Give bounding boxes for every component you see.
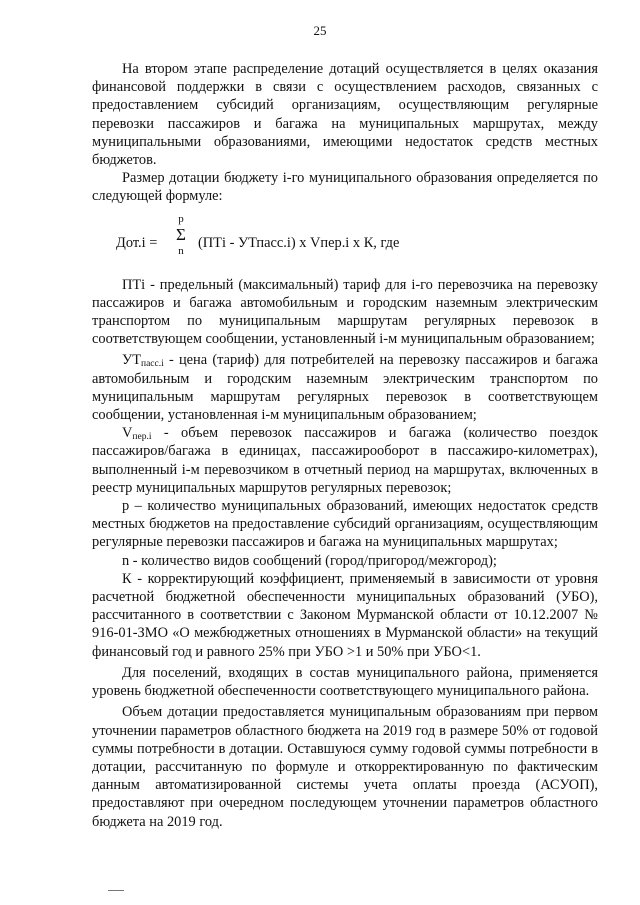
paragraph-settlements: Для поселений, входящих в состав муниципального района, применяется уровень бюджетной обеспеченности соответствующего муниципального района.	[92, 664, 598, 700]
definition-v-symbol: V	[122, 425, 133, 442]
definition-v-subscript: пер.i	[132, 432, 152, 443]
definition-v	[92, 424, 598, 497]
formula-rhs: (ПТi - УТпасс.i) х Vпер.i х К, где	[198, 234, 400, 251]
footer-mark	[108, 890, 124, 891]
definition-p: р – количество муниципальных образований, имеющих недостаток средств местных бюджетов на предоставление субсидий организациям, осуществляющим регулярные перевозки пассажиров и багажа на муниципальных маршрутах;	[92, 498, 598, 551]
definition-ut	[92, 351, 598, 424]
definition-ut-subscript: пасс.i	[140, 359, 164, 370]
paragraph-intro: На втором этапе распределение дотаций осуществляется в целях оказания финансовой поддержки в связи с осуществлением расходов, связанных с предоставлением субсидий организациям, осуществляющим регулярные перевозки пассажиров и багажа на муниципальных маршрутах, между муниципальными образованиями, имеющими недостаток средств местных бюджетов.	[92, 61, 598, 169]
formula	[116, 212, 598, 270]
summation-lower-limit: n	[178, 244, 184, 257]
document-body	[92, 60, 598, 831]
sigma-symbol: Σ	[176, 224, 186, 244]
definition-ut-text: - цена (тариф) для потребителей на перевозку пассажиров и багажа автомобильным и городским наземным электрическим транспортом по муниципальным маршрутам регулярных перевозок в соответствующем сообщении, установленная i-м муниципальным образованием;	[92, 352, 598, 424]
summation-sign	[174, 212, 188, 258]
formula-lhs: Дот.i =	[116, 234, 158, 251]
definition-k: К - корректирующий коэффициент, применяемый в зависимости от уровня расчетной бюджетной обеспеченности муниципальных образований (УБО), рассчитанного в соответствии с Законом Мурманской области от 10.12.2007 № 916-01-ЗМО «О межбюджетных отношениях в Мурманской области» на текущий финансовый год и равного 25% при УБО >1 и 50% при УБО<1.	[92, 570, 598, 660]
paragraph-volume: Объем дотации предоставляется муниципальным образованиям при первом уточнении параметров областного бюджета на 2019 год в размере 50% от годовой суммы потребности в дотации. Оставшуюся сумму годовой суммы потребности в дотации, рассчитанную по формуле и откорректированную по фактическим данным автоматизированной системы учета оплаты проезда (АСУОП), предоставляют при очередном последующем уточнении параметров областного бюджета на 2019 год.	[92, 704, 598, 830]
definition-v-text: - объем перевозок пассажиров и багажа (количество поездок пассажиров/багажа в единицах, пассажирооборот в пассажиро-километрах), выполненный i-м перевозчиком в отчетный период на маршрутах, включенных в реестр муниципальных маршрутов регулярных перевозок;	[92, 425, 598, 496]
definition-pt: ПТi - предельный (максимальный) тариф для i-го перевозчика на перевозку пассажиров и багажа автомобильным и городским наземным электрическим транспортом по муниципальным маршрутам регулярных перевозок в соответствующем сообщении, установленный i-м муниципальным образованием;	[92, 276, 598, 348]
summation-upper-limit: p	[178, 212, 184, 225]
page-number: 25	[313, 23, 327, 38]
definition-ut-symbol: УТ	[122, 352, 141, 369]
paragraph-formula-intro: Размер дотации бюджету i-го муниципального образования определяется по следующей формуле:	[92, 170, 598, 205]
definition-n: n - количество видов сообщений (город/пригород/межгород);	[122, 552, 497, 569]
